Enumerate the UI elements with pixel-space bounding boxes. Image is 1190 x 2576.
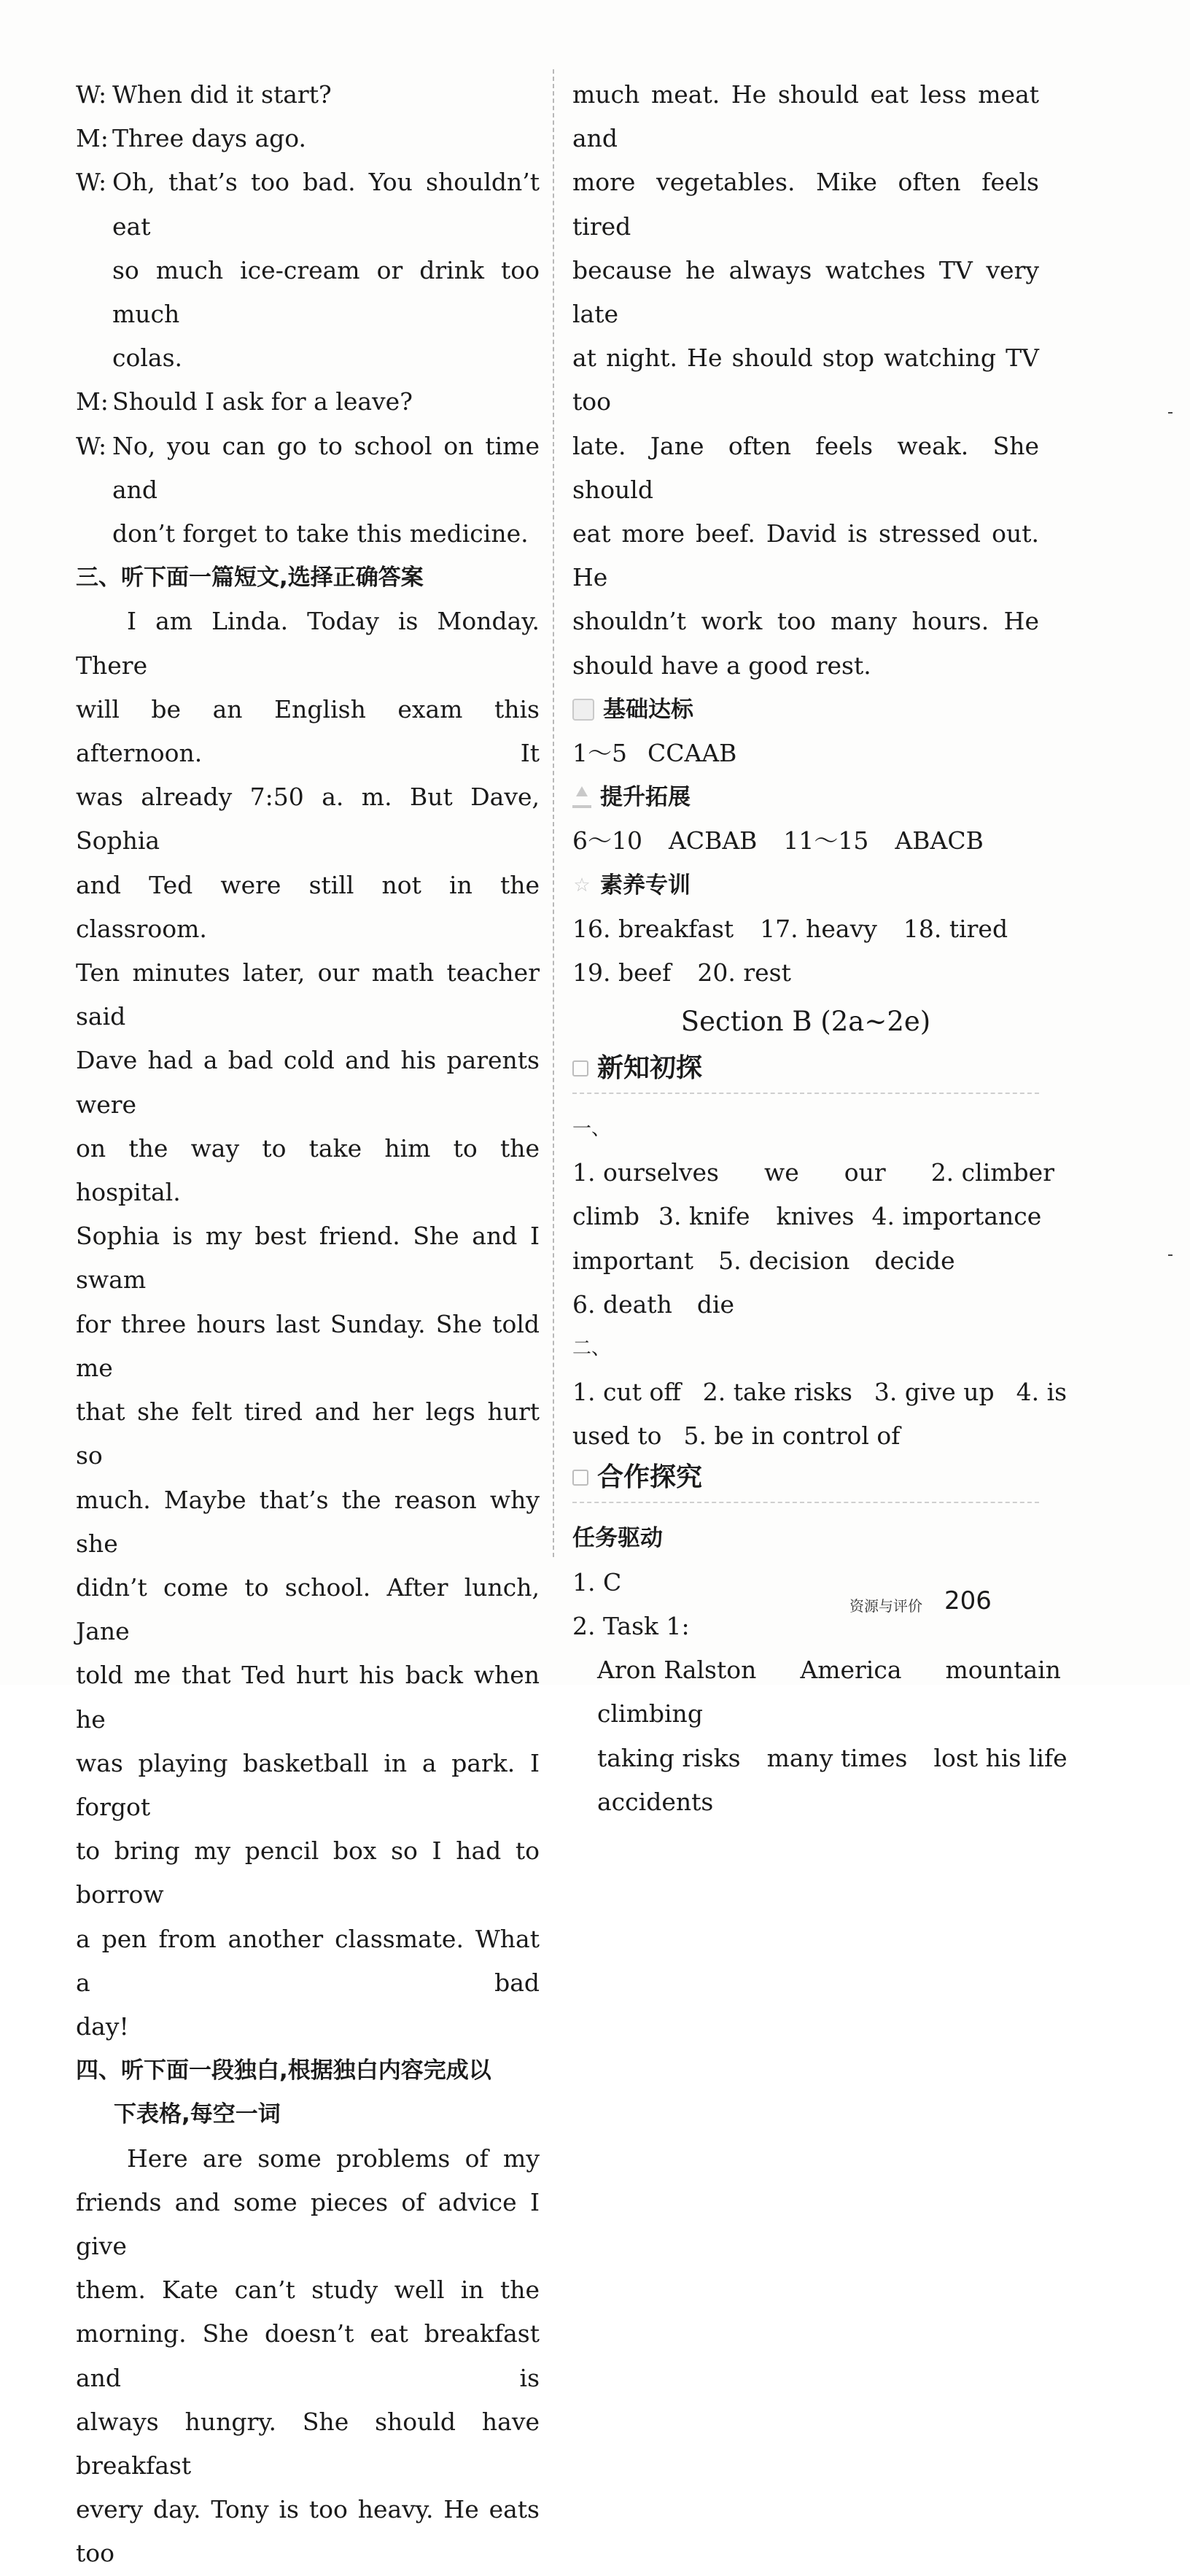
section-title: Section B (2a~2e) (680, 1006, 931, 1038)
speaker: W: (76, 168, 107, 197)
passage-line: Ten minutes later, our math teacher said (76, 958, 540, 1031)
passage-line: and Ted were still not in the classroom. (76, 870, 540, 943)
passage-line: Dave had a bad cold and his parents were (76, 1046, 540, 1119)
answer-item: important (572, 1246, 694, 1275)
passage-line: didn’t come to school. After lunch, Jane (76, 1572, 540, 1646)
passage-line: told me that Ted hurt his back when he (76, 1661, 540, 1734)
answer-row (572, 1151, 1054, 1195)
section-4-passage (76, 2137, 540, 2576)
star-icon: ☆ (573, 874, 591, 896)
passage-line: eat more beef. David is stressed out. He (572, 519, 1039, 592)
passage-line: to bring my pencil box so I had to borrow (76, 1836, 540, 1909)
left-column (76, 73, 540, 2576)
answer-item: 3. knife (658, 1202, 750, 1231)
answer-key: ABACB (895, 826, 984, 856)
answer-item: climb (572, 1202, 640, 1231)
passage-line: Sophia is my best friend. She and I swam (76, 1222, 540, 1295)
answer-row (572, 1195, 1042, 1238)
margin-mark (1168, 412, 1172, 414)
passage-line: more vegetables. Mike often feels tired (572, 168, 1039, 241)
passage-line: shouldn’t work too many hours. He (572, 607, 1039, 636)
answer-item: Aron Ralston (597, 1656, 757, 1685)
section-4-heading (76, 2049, 540, 2136)
dialogue-line (76, 160, 540, 380)
speaker: W: (76, 80, 107, 109)
extend-heading (572, 775, 1039, 819)
new-knowledge-heading (572, 1049, 1039, 1094)
answer-item: 2. take risks (702, 1378, 852, 1407)
heading-text: 基础达标 (603, 696, 693, 723)
dialogue-text: don’t forget to take this medicine. (112, 519, 529, 548)
literacy-heading (572, 864, 1039, 907)
answer-item: knives (776, 1202, 855, 1231)
speaker: W: (76, 431, 107, 460)
passage-line: should have a good rest. (572, 651, 871, 680)
passage-line: at night. He should stop watching TV too (572, 344, 1039, 416)
task-answers (572, 1648, 1068, 1824)
answer-item: decide (874, 1246, 955, 1275)
answer-item: 2. climber (930, 1158, 1054, 1187)
answer-key: ACBAB (669, 826, 758, 856)
answer-item: America (800, 1656, 902, 1685)
answer-range: 11～15 (783, 826, 869, 856)
passage-line: much meat. He should eat less meat and (572, 80, 1039, 153)
part-label: 二、 (572, 1338, 611, 1360)
page-number: 206 (944, 1586, 992, 1615)
passage-line: because he always watches TV very late (572, 255, 1039, 329)
arrow-up-icon (572, 786, 591, 808)
task-heading: 任务驱动 (572, 1525, 663, 1552)
speaker: M: (76, 387, 109, 416)
answer-row (572, 1414, 1039, 1458)
passage-line: for three hours last Sunday. She told me (76, 1309, 540, 1382)
speaker: M: (76, 124, 109, 153)
bookmark-icon (572, 1060, 588, 1076)
answer-row (597, 1780, 1039, 1824)
answer-item: lost his life (933, 1743, 1068, 1772)
section-3-heading: 三、听下面一篇短文,选择正确答案 (76, 565, 424, 591)
column-divider (553, 69, 554, 1557)
passage-line: much. Maybe that’s the reason why she (76, 1485, 540, 1558)
answer-row (572, 1283, 1039, 1327)
passage-line: will be an English exam this afternoon. It (76, 694, 540, 768)
heading-line: 下表格,每空一词 (114, 2101, 281, 2128)
dialogue-text: No, you can go to school on time and (112, 431, 540, 504)
answer-item: die (696, 1289, 735, 1319)
dialogue-line (76, 117, 540, 160)
answer-row (572, 819, 1039, 863)
answer-item: 5. be in control of (683, 1421, 901, 1451)
cooperation-heading (572, 1458, 1039, 1503)
answer-item: 16. breakfast (572, 914, 734, 943)
heading-text: 提升拓展 (600, 784, 691, 811)
heading-text: 合作探究 (597, 1462, 703, 1493)
answer-line: 1. C (572, 1567, 622, 1597)
answer-item: 1. ourselves (572, 1158, 719, 1187)
answer-row (572, 1370, 1068, 1414)
page-footer (849, 1586, 992, 1615)
answer-row (572, 1239, 1039, 1283)
answer-item: accidents (597, 1787, 714, 1816)
answer-item: many times (766, 1743, 908, 1772)
dialogue-line (76, 73, 540, 117)
passage-continuation (572, 73, 1039, 688)
answer-item: 4. importance (871, 1202, 1042, 1231)
heading-text: 素养专训 (600, 872, 691, 899)
passage-line: them. Kate can’t study well in the (76, 2276, 540, 2305)
answer-item: 20. rest (697, 958, 791, 988)
lock-icon (572, 699, 594, 721)
answer-row (597, 1648, 1061, 1692)
passage-line: day! (76, 2011, 129, 2041)
margin-mark (1168, 1254, 1172, 1256)
answer-item: 5. decision (718, 1246, 850, 1275)
answer-item: 3. give up (874, 1378, 995, 1407)
heading-text: 新知初探 (597, 1053, 703, 1084)
footer-label: 资源与评价 (849, 1597, 922, 1615)
answer-item: we (764, 1158, 799, 1187)
part-label: 一、 (572, 1118, 611, 1141)
dialogue-line (76, 424, 540, 556)
dialogue-text: Three days ago. (112, 124, 307, 153)
passage-line: was playing basketball in a park. I forgot (76, 1748, 540, 1821)
passage-line: always hungry. She should have breakfast (76, 2407, 540, 2480)
answer-item: 1. cut off (572, 1378, 681, 1407)
answer-item: used to (572, 1421, 662, 1451)
answer-row (572, 951, 1039, 995)
dialogue-text: When did it start? (112, 80, 332, 109)
dialogue-text: Oh, that’s too bad. You shouldn’t eat (112, 168, 540, 241)
passage-line: morning. She doesn’t eat breakfast and is (76, 2319, 540, 2392)
answer-item: 19. beef (572, 958, 672, 988)
answer-item: 17. heavy (760, 914, 877, 943)
dialogue-text: Should I ask for a leave? (112, 387, 413, 416)
heading-line: 四、听下面一段独白,根据独白内容完成以 (76, 2057, 491, 2084)
bookmark-icon (572, 1470, 588, 1486)
answer-row (572, 732, 1039, 775)
passage-line: a pen from another classmate. What a bad (76, 1924, 540, 1997)
passage-line: late. Jane often feels weak. She should (572, 431, 1039, 504)
section-3-passage (76, 600, 540, 2049)
answer-item: mountain (945, 1656, 1061, 1685)
right-column (572, 73, 1068, 1824)
answer-line: 2. Task 1: (572, 1611, 690, 1640)
dialogue-text: so much ice-cream or drink too much (112, 255, 540, 329)
answer-row (572, 907, 1039, 951)
answer-key: CCAAB (648, 739, 737, 768)
passage-line: every day. Tony is too heavy. He eats too (76, 2495, 540, 2568)
answer-item: our (844, 1158, 886, 1187)
answer-item: climbing (597, 1699, 703, 1729)
answer-item: taking risks (597, 1743, 741, 1772)
dialogue-line (76, 380, 540, 424)
answer-row (597, 1737, 1068, 1780)
answer-item: 4. is (1016, 1378, 1068, 1407)
passage-line: on the way to take him to the hospital. (76, 1133, 540, 1207)
passage-line: was already 7:50 a. m. But Dave, Sophia (76, 783, 540, 856)
answer-range: 1～5 (572, 739, 627, 768)
answer-item: 18. tired (903, 914, 1008, 943)
answer-range: 6～10 (572, 826, 642, 856)
dialogue-text: colas. (112, 344, 183, 373)
passage-line: Here are some problems of my (127, 2144, 540, 2173)
passage-line: friends and some pieces of advice I give (76, 2187, 540, 2260)
answer-item: 6. death (572, 1289, 672, 1319)
passage-line: that she felt tired and her legs hurt so (76, 1397, 540, 1470)
basic-heading (572, 688, 1039, 732)
passage-line: I am Linda. Today is Monday. There (76, 607, 540, 680)
answer-row (597, 1692, 1039, 1736)
